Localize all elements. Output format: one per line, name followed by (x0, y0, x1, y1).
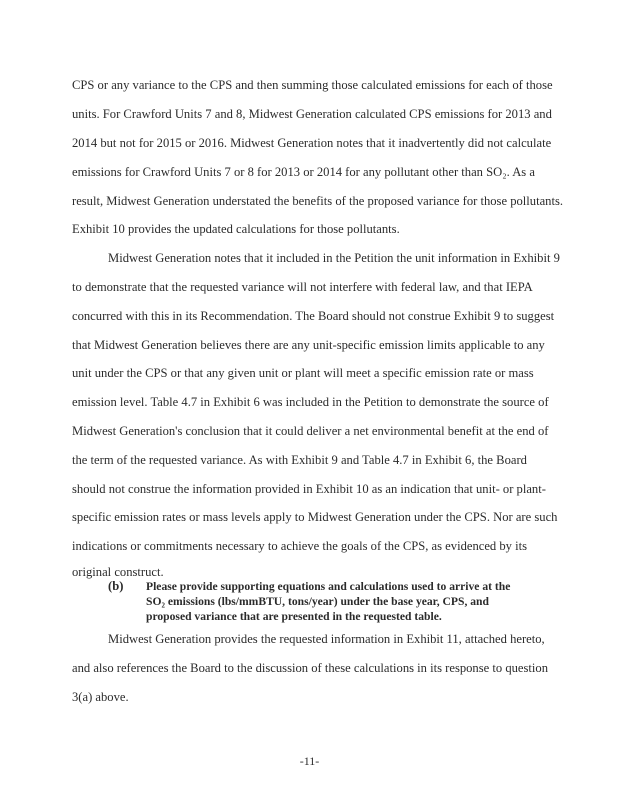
item-b-line-3: proposed variance that are presented in the requested table. (146, 610, 442, 623)
item-b-text (146, 579, 546, 624)
item-b-line-1: Please provide supporting equations and calculations used to arrive at the (146, 580, 511, 593)
paragraph-1-line-3: 2014 but not for 2015 or 2016. Midwest Generation notes that it inadvertently did not calculate (72, 136, 552, 150)
paragraph-2-line-10: specific emission rates or mass levels apply to Midwest Generation under the CPS. Nor are such (72, 510, 558, 524)
paragraph-2-line-3: concurred with this in its Recommendation. The Board should not construe Exhibit 9 to suggest (72, 309, 555, 323)
paragraph-3-line-1: Midwest Generation provides the requested information in Exhibit 11, attached hereto, (108, 632, 545, 646)
paragraph-1-line-6: Exhibit 10 provides the updated calculations for those pollutants. (72, 222, 400, 236)
paragraph-1-line-2: units. For Crawford Units 7 and 8, Midwest Generation calculated CPS emissions for 2013 and (72, 107, 552, 121)
paragraph-2-line-1: Midwest Generation notes that it included in the Petition the unit information in Exhibit 9 (108, 251, 560, 265)
paragraph-2-line-12: original construct. (72, 565, 164, 579)
paragraph-2-line-6: emission level. Table 4.7 in Exhibit 6 was included in the Petition to demonstrate the source of (72, 395, 549, 409)
paragraph-2-line-11: indications or commitments necessary to achieve the goals of the CPS, as evidenced by its (72, 539, 528, 553)
paragraph-1-line-4: emissions for Crawford Units 7 or 8 for 2013 or 2014 for any pollutant other than SO₂. As a (72, 165, 535, 179)
item-b-line-2: SO₂ emissions (lbs/mmBTU, tons/year) under the base year, CPS, and (146, 595, 489, 608)
paragraph-1-line-1: CPS or any variance to the CPS and then summing those calculated emissions for each of those (72, 78, 553, 92)
paragraph-3-line-2: and also references the Board to the discussion of these calculations in its response to question (72, 661, 548, 675)
paragraph-2-line-5: unit under the CPS or that any given unit or plant will meet a specific emission rate or mass (72, 366, 534, 380)
page-number: -11- (299, 754, 320, 768)
paragraph-2-line-4: that Midwest Generation believes there are any unit-specific emission limits applicable to any (72, 338, 545, 352)
paragraph-2-line-2: to demonstrate that the requested variance will not interfere with federal law, and that IEPA (72, 280, 533, 294)
paragraph-2-line-7: Midwest Generation's conclusion that it could deliver a net environmental benefit at the end of (72, 424, 549, 438)
paragraph-1-line-5: result, Midwest Generation understated the benefits of the proposed variance for those pollutants. (72, 194, 564, 208)
paragraph-2-line-8: the term of the requested variance. As with Exhibit 9 and Table 4.7 in Exhibit 6, the Board (72, 453, 527, 467)
paragraph-3-line-3: 3(a) above. (72, 690, 129, 704)
item-b-label: (b) (108, 579, 124, 593)
paragraph-2-line-9: should not construe the information provided in Exhibit 10 as an indication that unit- or plant- (72, 482, 546, 496)
